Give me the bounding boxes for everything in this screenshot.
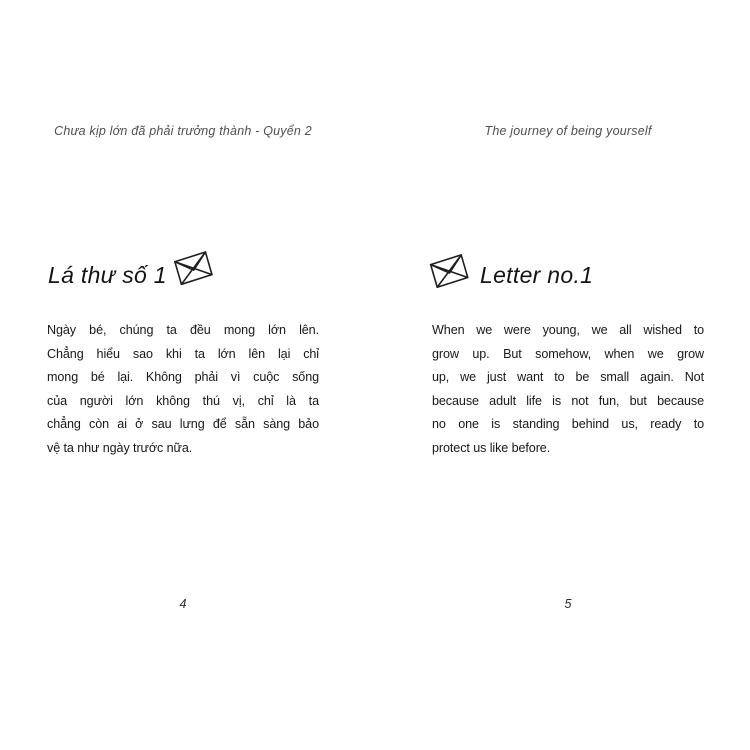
right-paragraph [432, 319, 704, 460]
left-page-number: 4 [179, 597, 187, 611]
paragraph-line: grow up. But somehow, when we grow [432, 346, 704, 361]
envelope-icon [172, 250, 214, 286]
paragraph-line: no one is standing behind us, ready to [432, 417, 704, 431]
paragraph-line: protect us like before. [432, 440, 551, 455]
right-page-number: 5 [564, 597, 572, 611]
right-running-header: The journey of being yourself [484, 124, 652, 138]
paragraph-line: Chẳng hiểu sao khi ta lớn lên lại chỉ [47, 346, 319, 361]
paragraph-line: của người lớn không thú vị, chỉ là ta [47, 393, 319, 408]
right-chapter-title: Letter no.1 [480, 261, 594, 288]
right-chapter-heading [432, 252, 593, 298]
right-page [432, 0, 704, 750]
left-paragraph [47, 319, 319, 460]
left-chapter-heading [48, 252, 213, 298]
left-chapter-title: Lá thư số 1 [48, 261, 167, 288]
paragraph-line: up, we just want to be small again. Not [432, 370, 704, 384]
paragraph-line: chẳng còn ai ở sau lưng để sẵn sàng bảo [47, 417, 319, 431]
left-page [47, 0, 319, 750]
left-running-header: Chưa kịp lớn đã phải trưởng thành - Quyển 2 [54, 124, 312, 138]
paragraph-line: because adult life is not fun, but because [432, 393, 704, 408]
paragraph-line: vệ ta như ngày trước nữa. [47, 440, 193, 455]
paragraph-line: When we were young, we all wished to [432, 323, 704, 337]
envelope-icon [428, 253, 470, 289]
paragraph-line: mong bé lại. Không phải vì cuộc sống [47, 370, 319, 384]
paragraph-line: Ngày bé, chúng ta đều mong lớn lên. [47, 323, 319, 337]
